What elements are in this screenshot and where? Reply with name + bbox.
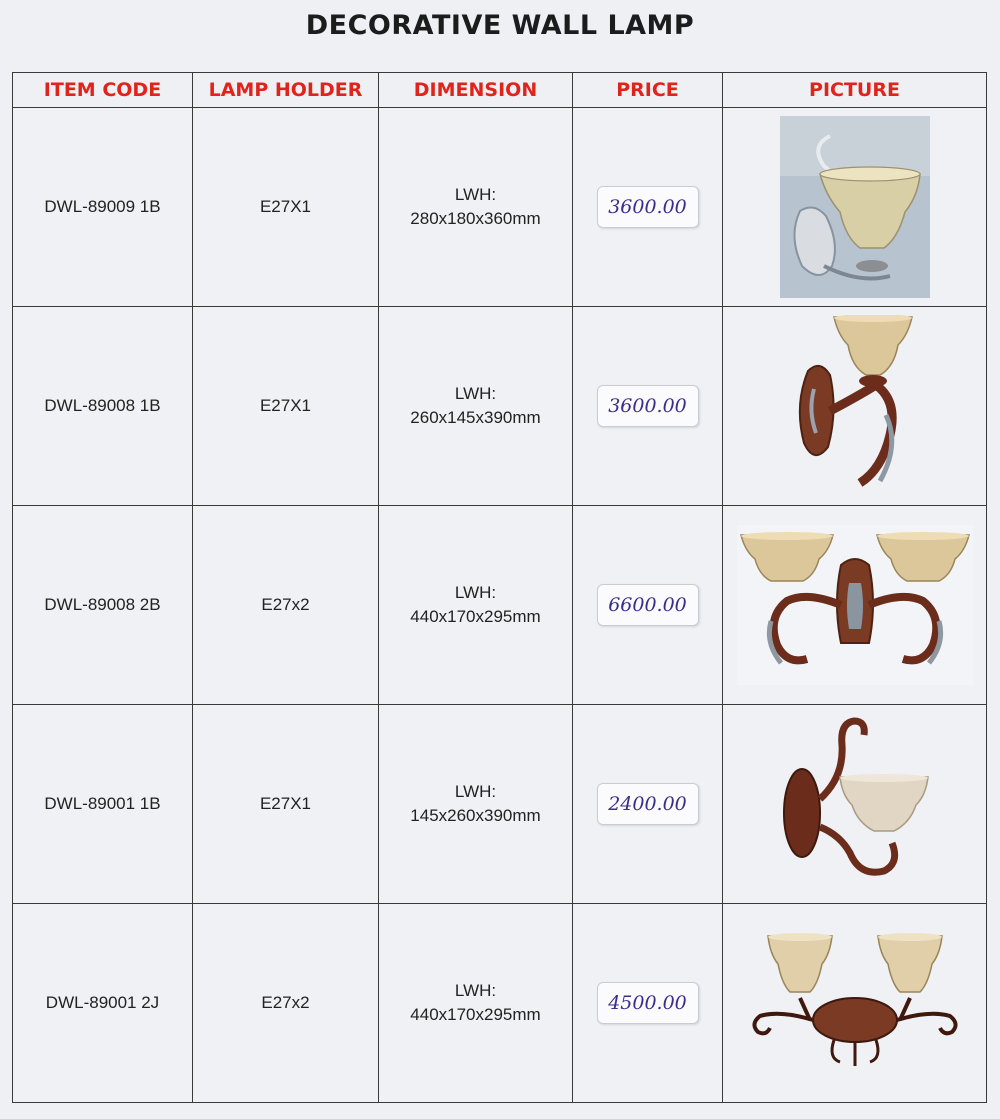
single-scroll-wall-lamp-image bbox=[780, 717, 930, 891]
price-tag: 4500.00 bbox=[597, 982, 699, 1024]
item-code: DWL-89008 1B bbox=[13, 307, 193, 506]
lamp-holder: E27X1 bbox=[193, 307, 379, 506]
table-row bbox=[13, 506, 987, 705]
lamp-holder: E27x2 bbox=[193, 506, 379, 705]
picture-cell bbox=[723, 307, 987, 506]
dimension-value: 260x145x390mm bbox=[410, 408, 541, 427]
header-item-code: ITEM CODE bbox=[13, 73, 193, 108]
item-code: DWL-89001 1B bbox=[13, 705, 193, 904]
picture-cell bbox=[723, 904, 987, 1103]
header-price: PRICE bbox=[573, 73, 723, 108]
page-title: DECORATIVE WALL LAMP bbox=[305, 10, 695, 41]
price-tag: 3600.00 bbox=[597, 385, 699, 427]
dimension bbox=[379, 108, 573, 307]
table-row bbox=[13, 904, 987, 1103]
price-cell bbox=[573, 506, 723, 705]
dimension-value: 145x260x390mm bbox=[410, 806, 541, 825]
double-arm-wall-lamp-bronze-image bbox=[737, 525, 973, 685]
price-tag: 6600.00 bbox=[597, 584, 699, 626]
double-scroll-wall-lamp-image bbox=[750, 928, 960, 1078]
item-code: DWL-89009 1B bbox=[13, 108, 193, 307]
table-row bbox=[13, 307, 987, 506]
item-code: DWL-89001 2J bbox=[13, 904, 193, 1103]
price-tag: 2400.00 bbox=[597, 783, 699, 825]
picture-cell bbox=[723, 705, 987, 904]
lamp-holder: E27x2 bbox=[193, 904, 379, 1103]
dimension bbox=[379, 705, 573, 904]
header-row bbox=[13, 73, 987, 108]
lamp-holder: E27X1 bbox=[193, 705, 379, 904]
price-cell bbox=[573, 904, 723, 1103]
lamp-holder: E27X1 bbox=[193, 108, 379, 307]
dimension-label: LWH: bbox=[454, 583, 497, 602]
header-lamp-holder: LAMP HOLDER bbox=[193, 73, 379, 108]
single-arm-wall-lamp-bronze-image bbox=[790, 315, 920, 497]
picture-cell bbox=[723, 108, 987, 307]
table-row bbox=[13, 705, 987, 904]
dimension bbox=[379, 904, 573, 1103]
item-code: DWL-89008 2B bbox=[13, 506, 193, 705]
dimension bbox=[379, 307, 573, 506]
price-tag: 3600.00 bbox=[597, 186, 699, 228]
dimension-label: LWH: bbox=[454, 782, 497, 801]
price-cell bbox=[573, 705, 723, 904]
product-table bbox=[12, 72, 987, 1103]
dimension-value: 440x170x295mm bbox=[410, 1005, 541, 1024]
price-cell bbox=[573, 108, 723, 307]
picture-cell bbox=[723, 506, 987, 705]
table-row bbox=[13, 108, 987, 307]
dimension-label: LWH: bbox=[454, 384, 497, 403]
dimension-value: 440x170x295mm bbox=[410, 607, 541, 626]
dimension-value: 280x180x360mm bbox=[410, 209, 541, 228]
single-arm-wall-lamp-white-image bbox=[780, 116, 930, 298]
dimension bbox=[379, 506, 573, 705]
dimension-label: LWH: bbox=[454, 981, 497, 1000]
header-dimension: DIMENSION bbox=[379, 73, 573, 108]
header-picture: PICTURE bbox=[723, 73, 987, 108]
price-cell bbox=[573, 307, 723, 506]
dimension-label: LWH: bbox=[454, 185, 497, 204]
